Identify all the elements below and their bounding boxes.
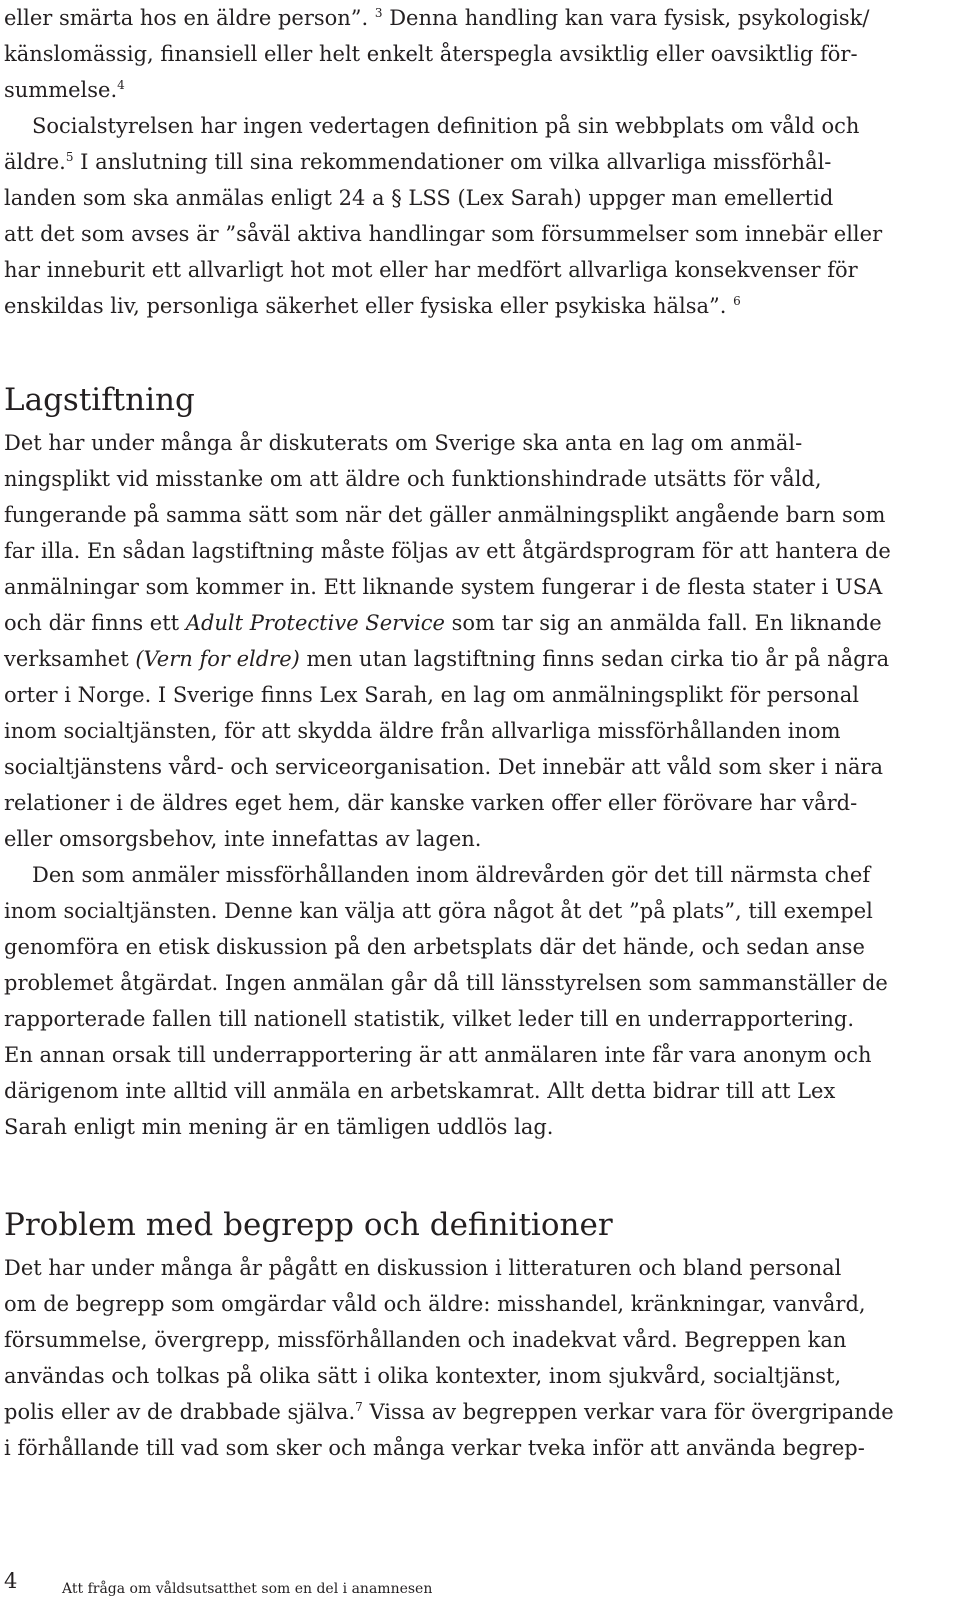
lagstiftning-paragraph [4, 425, 938, 1145]
text-line [4, 288, 938, 324]
text-line [4, 252, 938, 288]
section-heading-problem-med-begrepp: Problem med begrepp och definitioner [4, 1207, 613, 1243]
text-line [4, 533, 938, 569]
text-segment: men utan lagstiftning finns sedan cirka tio år på några [299, 647, 890, 671]
text-line [4, 713, 938, 749]
text-segment: Vissa av begreppen verkar vara för övergripande [362, 1400, 894, 1424]
text-segment: eller smärta hos en äldre person”. [4, 6, 375, 30]
text-segment: i förhållande till vad som sker och många verkar tveka inför att använda begrep- [4, 1436, 865, 1460]
text-line [4, 1073, 938, 1109]
text-segment: anmälningar som kommer in. Ett liknande system fungerar i de flesta stater i USA [4, 575, 883, 599]
text-segment: har inneburit ett allvarligt hot mot eller har medfört allvarliga konsekvenser för [4, 258, 858, 282]
text-segment: äldre. [4, 150, 66, 174]
italic-term: Adult Protective Service [185, 611, 445, 635]
text-segment: och där finns ett [4, 611, 186, 635]
text-line [4, 641, 938, 677]
text-segment: Denna handling kan vara fysisk, psykologisk/ [382, 6, 870, 30]
text-line [4, 72, 938, 108]
text-segment: försummelse, övergrepp, missförhållanden och inadekvat vård. Begreppen kan [4, 1328, 847, 1352]
text-line [4, 1001, 938, 1037]
text-line [4, 0, 938, 36]
text-line [4, 785, 938, 821]
text-segment: eller omsorgsbehov, inte innefattas av lagen. [4, 827, 482, 851]
text-segment: enskildas liv, personliga säkerhet eller fysiska eller psykiska hälsa”. [4, 294, 734, 318]
text-segment: att det som avses är ”såväl aktiva handlingar som försummelser som innebär eller [4, 222, 883, 246]
footnote-marker: 3 [374, 6, 383, 20]
text-segment: Det har under många år diskuterats om Sverige ska anta en lag om anmäl- [4, 431, 803, 455]
text-segment: landen som ska anmälas enligt 24 a § LSS (Lex Sarah) uppger man emellertid [4, 186, 834, 210]
text-segment: därigenom inte alltid vill anmäla en arbetskamrat. Allt detta bidrar till att Lex [4, 1079, 836, 1103]
text-line [4, 497, 938, 533]
text-segment: som tar sig an anmälda fall. En liknande [444, 611, 882, 635]
begrepp-paragraph [4, 1250, 938, 1466]
text-line [4, 857, 938, 893]
text-segment: far illa. En sådan lagstiftning måste följas av ett åtgärdsprogram för att hantera de [4, 539, 891, 563]
text-line [4, 180, 938, 216]
text-segment: genomföra en etisk diskussion på den arbetsplats där det hände, och sedan anse [4, 935, 865, 959]
text-segment: problemet åtgärdat. Ingen anmälan går då till länsstyrelsen som sammanställer de [4, 971, 888, 995]
text-line [4, 216, 938, 252]
text-segment: inom socialtjänsten, för att skydda äldre från allvarliga missförhållanden inom [4, 719, 841, 743]
italic-term: (Vern for eldre) [135, 647, 300, 671]
text-segment: användas och tolkas på olika sätt i olika kontexter, inom sjukvård, socialtjänst, [4, 1364, 842, 1388]
text-line [4, 1286, 938, 1322]
page-footer [4, 1566, 944, 1600]
text-segment: Socialstyrelsen har ingen vedertagen definition på sin webbplats om våld och [32, 114, 860, 138]
page-number: 4 [4, 1569, 18, 1593]
text-line [4, 108, 938, 144]
footnote-marker: 6 [733, 294, 741, 308]
text-segment: polis eller av de drabbade själva. [4, 1400, 356, 1424]
text-segment: I anslutning till sina rekommendationer om vilka allvarliga missförhål- [73, 150, 832, 174]
text-line [4, 1037, 938, 1073]
text-segment: summelse. [4, 78, 118, 102]
text-segment: ningsplikt vid misstanke om att äldre och funktionshindrade utsätts för våld, [4, 467, 822, 491]
text-segment: verksamhet [4, 647, 136, 671]
text-line [4, 605, 938, 641]
text-segment: Det har under många år pågått en diskussion i litteraturen och bland personal [4, 1256, 842, 1280]
text-line [4, 461, 938, 497]
text-line [4, 965, 938, 1001]
text-segment: om de begrepp som omgärdar våld och äldre: misshandel, kränkningar, vanvård, [4, 1292, 866, 1316]
running-footer-title: Att fråga om våldsutsatthet som en del i anamnesen [62, 1581, 433, 1597]
text-segment: Sarah enligt min mening är en tämligen uddlös lag. [4, 1115, 554, 1139]
text-line [4, 1250, 938, 1286]
text-line [4, 425, 938, 461]
text-segment: fungerande på samma sätt som när det gäller anmälningsplikt angående barn som [4, 503, 886, 527]
text-segment: rapporterade fallen till nationell statistik, vilket leder till en underrapportering. [4, 1007, 855, 1031]
text-line [4, 1394, 938, 1430]
section-heading-lagstiftning: Lagstiftning [4, 382, 195, 418]
text-segment: En annan orsak till underrapportering är att anmälaren inte får vara anonym och [4, 1043, 872, 1067]
text-line [4, 893, 938, 929]
text-line [4, 144, 938, 180]
text-line [4, 1322, 938, 1358]
text-segment: orter i Norge. I Sverige finns Lex Sarah, en lag om anmälningsplikt för personal [4, 683, 859, 707]
text-line [4, 1109, 938, 1145]
text-segment: Den som anmäler missförhållanden inom äldrevården gör det till närmsta chef [32, 863, 871, 887]
text-line [4, 749, 938, 785]
footnote-marker: 4 [117, 78, 125, 92]
text-line [4, 677, 938, 713]
text-line [4, 821, 938, 857]
footnote-marker: 7 [355, 1400, 363, 1414]
text-line [4, 929, 938, 965]
intro-paragraph [4, 0, 938, 324]
text-line [4, 1358, 938, 1394]
text-segment: relationer i de äldres eget hem, där kanske varken offer eller förövare har vård- [4, 791, 858, 815]
text-line [4, 569, 938, 605]
footnote-marker: 5 [65, 150, 74, 164]
text-segment: inom socialtjänsten. Denne kan välja att göra något åt det ”på plats”, till exempel [4, 899, 873, 923]
text-line [4, 36, 938, 72]
text-segment: socialtjänstens vård- och serviceorganisation. Det innebär att våld som sker i nära [4, 755, 884, 779]
text-line [4, 1430, 938, 1466]
text-segment: känslomässig, finansiell eller helt enkelt återspegla avsiktlig eller oavsiktlig för- [4, 42, 858, 66]
